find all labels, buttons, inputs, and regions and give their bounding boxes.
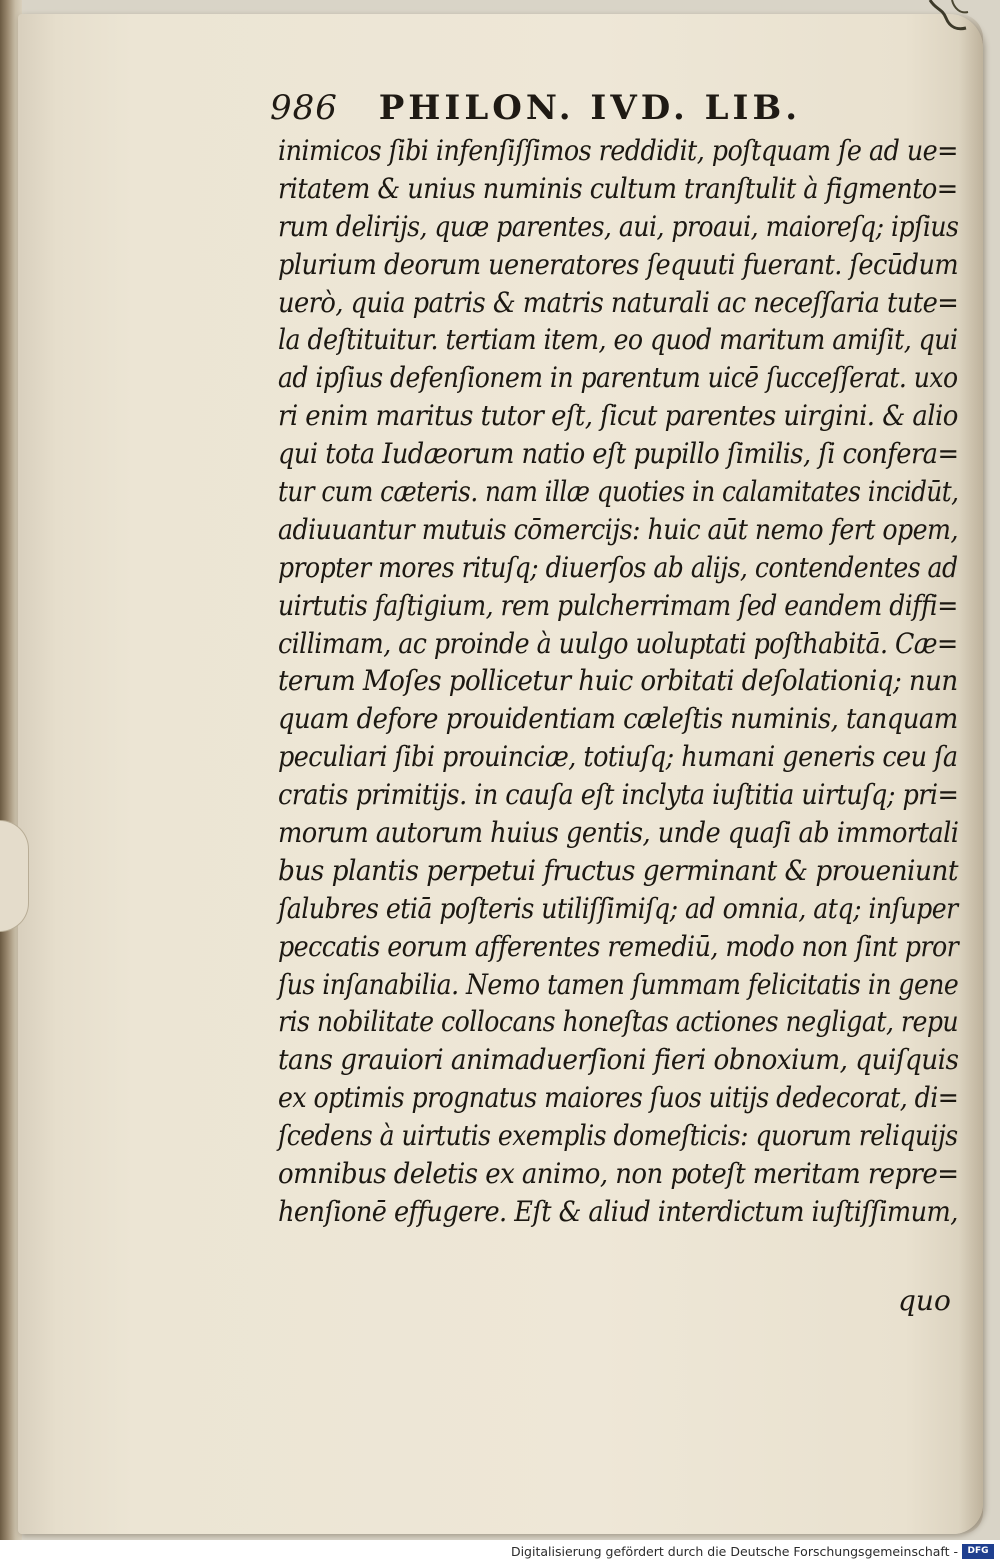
- text-line: cillimam, ac proinde à uulgo uoluptati poſthabitā. Cæ=: [278, 626, 958, 660]
- text-line: ex optimis prognatus maiores ſuos uitijs dedecorat, di=: [278, 1081, 959, 1115]
- text-line: inimicos ſibi infenſiſſimos reddidit, poſtquam ſe ad ue=: [278, 134, 958, 167]
- digitization-footer: [0, 1540, 1000, 1563]
- text-line: cratis primitijs. in cauſa eſt inclyta iuſtitia uirtuſq; pri=: [278, 778, 959, 812]
- text-line: plurium deorum ueneratores ſequuti fuerant. ſecūdum: [278, 247, 959, 281]
- binding-thread-icon: [922, 0, 970, 36]
- text-line: ad ipſius defenſionem in parentum uicē ſucceſſerat. uxo: [278, 361, 958, 395]
- text-line: tur cum cæteris. nam illæ quoties in calamitates incidūt,: [278, 475, 959, 509]
- text-line: peccatis eorum afferentes remediū, modo non ſint pror: [278, 929, 959, 963]
- text-line: ſalubres etiā poſteris utiliſſimiſq; ad omnia, atq; inſuper: [278, 891, 958, 925]
- page-edge-shadow: [959, 14, 983, 1534]
- text-line: ritatem & unius numinis cultum tranſtulit à figmento=: [278, 171, 958, 205]
- text-line: peculiari ſibi prouinciæ, totiuſq; humani generis ceu ſa: [278, 740, 958, 774]
- text-line: ris nobilitate collocans honeſtas actiones negligat, repu: [278, 1005, 959, 1039]
- text-line: bus plantis perpetui fructus germinant & proueniunt: [278, 853, 958, 887]
- text-line: adiuuantur mutuis cōmercijs: huic aūt nemo fert opem,: [278, 512, 958, 546]
- text-line: uirtutis faſtigium, rem pulcherrimam ſed eandem diffi=: [278, 588, 958, 622]
- text-line: henſionē effugere. Eſt & aliud interdictum iuſtiſſimum,: [278, 1194, 958, 1228]
- body-text: [278, 132, 958, 1231]
- text-line: ſus inſanabilia. Nemo tamen ſummam felicitatis in gene: [278, 967, 959, 1001]
- text-line: tans grauiori animaduerſioni fieri obnoxium, quiſquis: [278, 1043, 959, 1077]
- page-number: 986: [270, 88, 338, 128]
- text-line: terum Moſes pollicetur huic orbitati deſolationiq; nun: [278, 664, 958, 698]
- text-line: quam defore prouidentiam cæleſtis numinis, tanquam: [278, 702, 958, 736]
- text-line: ri enim maritus tutor eſt, ſicut parentes uirgini. & alio: [278, 399, 958, 433]
- text-line: ſcedens à uirtutis exemplis domeſticis: quorum reliquijs: [278, 1119, 958, 1153]
- text-line: omnibus deletis ex animo, non poteſt meritam repre=: [278, 1157, 959, 1191]
- text-line: rum delirijs, quæ parentes, aui, proaui, maioreſq; ipſius: [278, 209, 959, 243]
- text-line: morum autorum huius gentis, unde quaſi ab immortali: [278, 816, 959, 850]
- page-tab-clasp: [0, 820, 29, 932]
- dfg-logo-icon: DFG: [962, 1544, 994, 1559]
- running-header: [270, 88, 910, 136]
- running-title: PHILON. IVD. LIB.: [378, 88, 802, 128]
- catchword: quo: [898, 1284, 951, 1317]
- funding-credit: Digitalisierung gefördert durch die Deutsche Forschungsgemeinschaft -: [510, 1544, 958, 1559]
- text-line: uerò, quia patris & matris naturali ac neceſſaria tute=: [278, 285, 959, 319]
- text-line: la deſtituitur. tertiam item, eo quod maritum amiſit, qui: [278, 323, 958, 357]
- text-line: propter mores rituſq; diuerſos ab alijs, contendentes ad: [278, 550, 958, 584]
- text-line: qui tota Iudæorum natio eſt pupillo ſimilis, ſi confera=: [278, 437, 959, 471]
